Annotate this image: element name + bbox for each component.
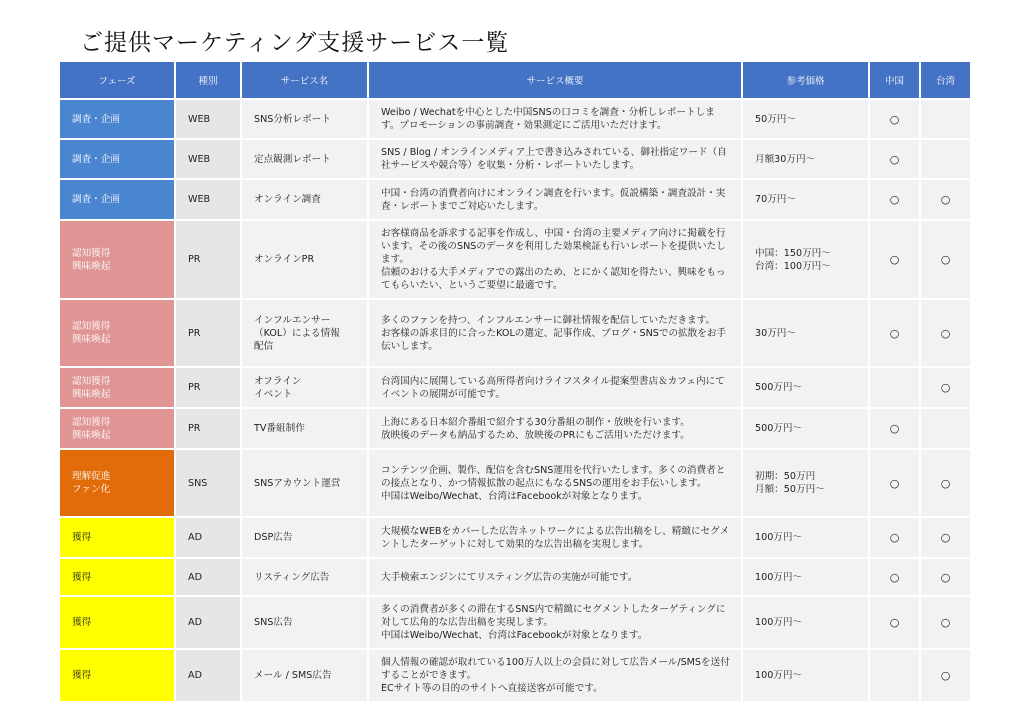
phase-cell: 認知獲得 興味喚起 bbox=[59, 367, 175, 408]
type-cell: PR bbox=[175, 367, 241, 408]
taiwan-availability-cell: ○ bbox=[920, 449, 971, 517]
china-availability-cell: ○ bbox=[869, 558, 920, 596]
service-name-cell: オンライン調査 bbox=[241, 179, 368, 220]
service-summary-cell: 多くのファンを持つ、インフルエンサーに御社情報を配信していただきます。 お客様の訴求目的に合ったKOLの選定、記事作成、ブログ・SNSでの拡散をお手伝いします。 bbox=[368, 299, 742, 367]
header-summary: サービス概要 bbox=[368, 61, 742, 99]
service-summary-cell: SNS / Blog / オンラインメディア上で書き込みされている、御社指定ワード（自社サービスや競合等）を収集・分析・レポートいたします。 bbox=[368, 139, 742, 179]
price-cell: 100万円～ bbox=[742, 558, 869, 596]
phase-cell: 獲得 bbox=[59, 558, 175, 596]
service-name-cell: 定点観測レポート bbox=[241, 139, 368, 179]
header-price: 参考価格 bbox=[742, 61, 869, 99]
table-row bbox=[59, 517, 971, 558]
service-name-cell: オフライン イベント bbox=[241, 367, 368, 408]
price-cell: 100万円～ bbox=[742, 649, 869, 702]
price-cell: 初期：50万円 月額：50万円～ bbox=[742, 449, 869, 517]
phase-cell: 認知獲得 興味喚起 bbox=[59, 220, 175, 299]
phase-cell: 調査・企画 bbox=[59, 139, 175, 179]
china-availability-cell: ○ bbox=[869, 517, 920, 558]
china-availability-cell: ○ bbox=[869, 299, 920, 367]
table-header-row bbox=[59, 61, 971, 99]
china-availability-cell bbox=[869, 649, 920, 702]
phase-cell: 獲得 bbox=[59, 517, 175, 558]
type-cell: PR bbox=[175, 408, 241, 449]
type-cell: AD bbox=[175, 517, 241, 558]
header-china: 中国 bbox=[869, 61, 920, 99]
service-summary-cell: Weibo / Wechatを中心とした中国SNSの口コミを調査・分析しレポートします。プロモーションの事前調査・効果測定にご活用いただけます。 bbox=[368, 99, 742, 139]
china-availability-cell bbox=[869, 367, 920, 408]
type-cell: AD bbox=[175, 558, 241, 596]
service-name-cell: SNS広告 bbox=[241, 596, 368, 649]
phase-cell: 獲得 bbox=[59, 596, 175, 649]
taiwan-availability-cell: ○ bbox=[920, 220, 971, 299]
table-row bbox=[59, 179, 971, 220]
type-cell: WEB bbox=[175, 99, 241, 139]
phase-cell: 認知獲得 興味喚起 bbox=[59, 299, 175, 367]
price-cell: 中国：150万円～ 台湾：100万円～ bbox=[742, 220, 869, 299]
service-name-cell: SNSアカウント運営 bbox=[241, 449, 368, 517]
taiwan-availability-cell bbox=[920, 139, 971, 179]
header-phase: フェーズ bbox=[59, 61, 175, 99]
type-cell: SNS bbox=[175, 449, 241, 517]
china-availability-cell: ○ bbox=[869, 179, 920, 220]
service-name-cell: オンラインPR bbox=[241, 220, 368, 299]
service-summary-cell: 中国・台湾の消費者向けにオンライン調査を行います。仮説構築・調査設計・実査・レポートまでご対応いたします。 bbox=[368, 179, 742, 220]
type-cell: PR bbox=[175, 299, 241, 367]
table-row bbox=[59, 558, 971, 596]
phase-cell: 獲得 bbox=[59, 649, 175, 702]
table-row bbox=[59, 220, 971, 299]
taiwan-availability-cell: ○ bbox=[920, 649, 971, 702]
service-name-cell: リスティング広告 bbox=[241, 558, 368, 596]
service-name-cell: TV番組制作 bbox=[241, 408, 368, 449]
header-taiwan: 台湾 bbox=[920, 61, 971, 99]
phase-cell: 理解促進 ファン化 bbox=[59, 449, 175, 517]
taiwan-availability-cell bbox=[920, 99, 971, 139]
china-availability-cell: ○ bbox=[869, 220, 920, 299]
service-summary-cell: お客様商品を訴求する記事を作成し、中国・台湾の主要メディア向けに掲載を行います。その後のSNSのデータを利用した効果検証も行いレポートを提供いたします。 信頼のおける大手メディアでの露出のため、とにかく認知を得たい、興味をもってもらいたい、というご要望に最適です。 bbox=[368, 220, 742, 299]
service-summary-cell: 多くの消費者が多くの滞在するSNS内で精緻にセグメントしたターゲティングに対して広角的な広告出稿を実現します。 中国はWeibo/Wechat、台湾はFacebookが対象となります。 bbox=[368, 596, 742, 649]
taiwan-availability-cell: ○ bbox=[920, 179, 971, 220]
phase-cell: 調査・企画 bbox=[59, 179, 175, 220]
type-cell: WEB bbox=[175, 179, 241, 220]
service-summary-cell: 個人情報の確認が取れている100万人以上の会員に対して広告メール/SMSを送付することができます。 ECサイト等の目的のサイトへ直接送客が可能です。 bbox=[368, 649, 742, 702]
type-cell: AD bbox=[175, 649, 241, 702]
taiwan-availability-cell: ○ bbox=[920, 517, 971, 558]
page-title: ご提供マーケティング支援サービス一覧 bbox=[80, 30, 510, 56]
taiwan-availability-cell: ○ bbox=[920, 596, 971, 649]
service-summary-cell: 台湾国内に展開している高所得者向けライフスタイル提案型書店＆カフェ内にてイベントの展開が可能です。 bbox=[368, 367, 742, 408]
china-availability-cell: ○ bbox=[869, 596, 920, 649]
table-row bbox=[59, 139, 971, 179]
service-summary-cell: 上海にある日本紹介番組で紹介する30分番組の制作・放映を行います。 放映後のデータも納品するため、放映後のPRにもご活用いただけます。 bbox=[368, 408, 742, 449]
table-row bbox=[59, 449, 971, 517]
table-row bbox=[59, 367, 971, 408]
table-row bbox=[59, 649, 971, 702]
taiwan-availability-cell bbox=[920, 408, 971, 449]
service-table bbox=[58, 60, 972, 703]
service-summary-cell: 大規模なWEBをカバーした広告ネットワークによる広告出稿をし、精緻にセグメントしたターゲットに対して効果的な広告出稿を実現します。 bbox=[368, 517, 742, 558]
price-cell: 500万円～ bbox=[742, 408, 869, 449]
phase-cell: 認知獲得 興味喚起 bbox=[59, 408, 175, 449]
price-cell: 30万円～ bbox=[742, 299, 869, 367]
type-cell: WEB bbox=[175, 139, 241, 179]
table-row bbox=[59, 596, 971, 649]
header-type: 種別 bbox=[175, 61, 241, 99]
taiwan-availability-cell: ○ bbox=[920, 299, 971, 367]
service-name-cell: DSP広告 bbox=[241, 517, 368, 558]
price-cell: 70万円～ bbox=[742, 179, 869, 220]
china-availability-cell: ○ bbox=[869, 449, 920, 517]
table-row bbox=[59, 408, 971, 449]
price-cell: 50万円～ bbox=[742, 99, 869, 139]
taiwan-availability-cell: ○ bbox=[920, 558, 971, 596]
china-availability-cell: ○ bbox=[869, 408, 920, 449]
table-row bbox=[59, 299, 971, 367]
service-name-cell: インフルエンサー （KOL）による情報 配信 bbox=[241, 299, 368, 367]
price-cell: 100万円～ bbox=[742, 596, 869, 649]
type-cell: PR bbox=[175, 220, 241, 299]
service-summary-cell: 大手検索エンジンにてリスティング広告の実施が可能です。 bbox=[368, 558, 742, 596]
price-cell: 月額30万円～ bbox=[742, 139, 869, 179]
type-cell: AD bbox=[175, 596, 241, 649]
service-name-cell: メール / SMS広告 bbox=[241, 649, 368, 702]
china-availability-cell: ○ bbox=[869, 139, 920, 179]
service-summary-cell: コンテンツ企画、製作、配信を含むSNS運用を代行いたします。多くの消費者との接点となり、かつ情報拡散の起点にもなるSNSの運用をお手伝いします。 中国はWeibo/Wechat、台湾はFacebookが対象となります。 bbox=[368, 449, 742, 517]
table-row bbox=[59, 99, 971, 139]
price-cell: 100万円～ bbox=[742, 517, 869, 558]
header-service: サービス名 bbox=[241, 61, 368, 99]
service-name-cell: SNS分析レポート bbox=[241, 99, 368, 139]
china-availability-cell: ○ bbox=[869, 99, 920, 139]
taiwan-availability-cell: ○ bbox=[920, 367, 971, 408]
price-cell: 500万円～ bbox=[742, 367, 869, 408]
phase-cell: 調査・企画 bbox=[59, 99, 175, 139]
